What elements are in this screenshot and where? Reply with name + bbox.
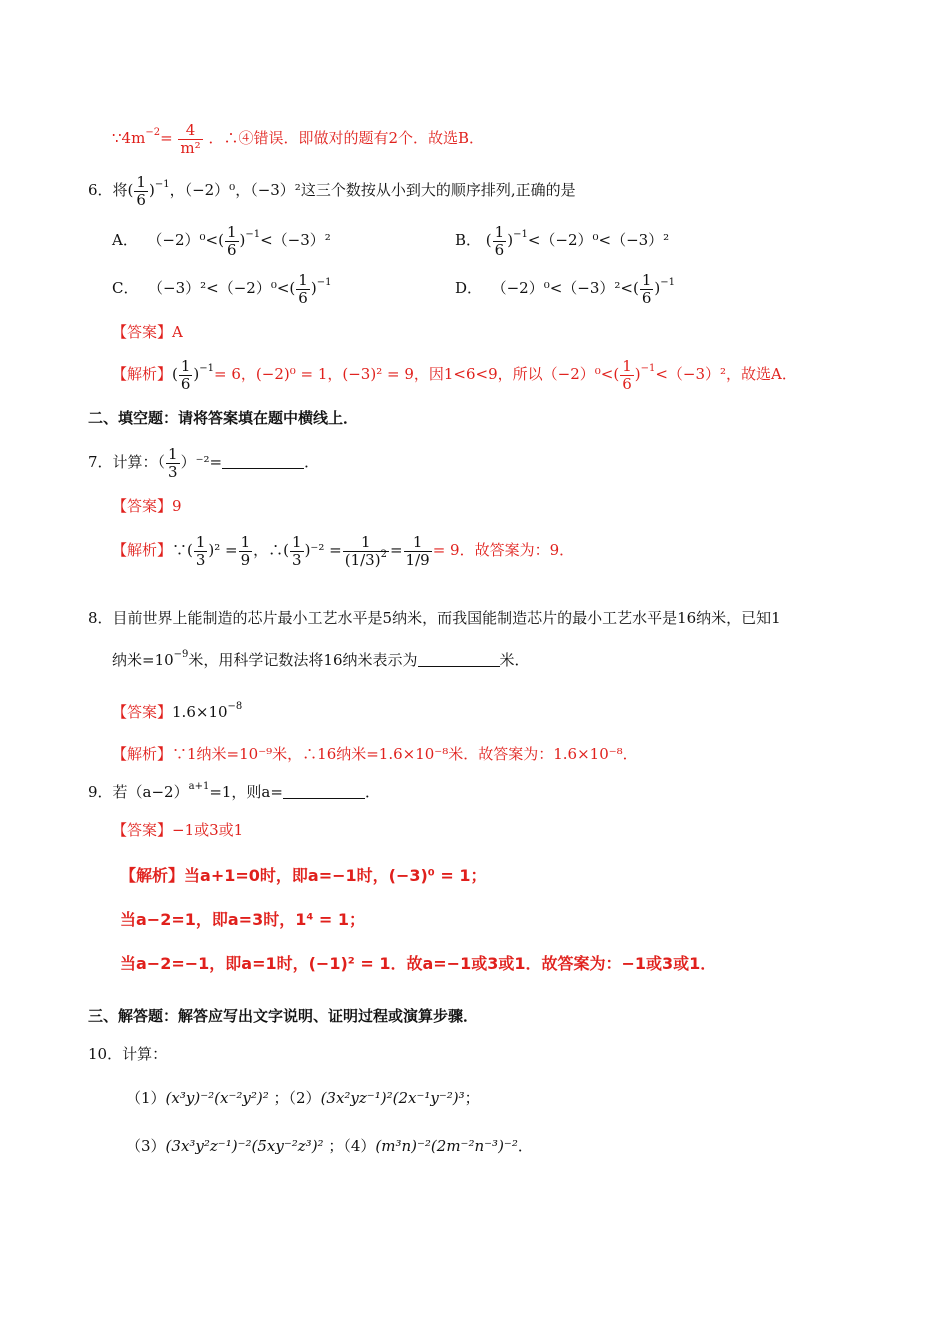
q9-stem-b: =1，则a= [209, 783, 283, 801]
therefore: ，∴( [253, 541, 290, 559]
frac-num: 1 [494, 222, 505, 241]
q7-stem-b: ）⁻²= [180, 453, 223, 471]
exp: −1 [245, 229, 261, 240]
part-label: （1） [126, 1089, 166, 1107]
frac-num: 1 [240, 532, 251, 551]
analysis-tag: 【解析】 [120, 866, 185, 885]
frac-num: 1 [350, 550, 361, 569]
frac-den: 6 [298, 288, 308, 307]
frac-den: 1/9 [405, 550, 430, 569]
option-frac [640, 272, 654, 307]
q9-stem [88, 782, 380, 802]
analysis-tag: 【解析】 [112, 541, 173, 559]
q10-stem: 10．计算： [88, 1045, 168, 1063]
expression: (3x²yz⁻¹)²(2x⁻¹y⁻²)³ [320, 1089, 465, 1107]
frac-num: 1 [622, 356, 632, 375]
frac-den: 6 [226, 240, 237, 259]
section-2-heading: 二、填空题：请将答案填在题中横线上． [88, 409, 359, 427]
frac-num: 1 [641, 270, 652, 289]
answer-blank[interactable] [418, 652, 500, 667]
q10-part-1-2 [126, 1088, 480, 1108]
q9-analysis-3: 当a−2=−1，即a=1时，(−1)² = 1．故a=−1或3或1．故答案为：−1或3或1． [120, 954, 717, 973]
q5-eq: = [160, 129, 173, 147]
option-post: <（−3）² [260, 231, 331, 249]
q6-answer [112, 322, 183, 342]
frac-den: 3 [168, 462, 178, 481]
answer-value: 1.6×10 [172, 703, 228, 721]
q7-stem-a: 7．计算：（ [88, 453, 166, 471]
frac-num: 1 [412, 532, 423, 551]
q7-frac [166, 446, 180, 481]
q8-analysis [112, 744, 638, 764]
option-frac [225, 224, 239, 259]
frac-num: 1 [195, 532, 206, 551]
frac [404, 534, 432, 569]
since-sign: ∵( [172, 541, 193, 559]
frac-den: 3 [292, 550, 302, 569]
q5-text: ．∴④错误．即做对的题有2个．故选B． [208, 129, 485, 147]
answer-tag: 【答案】 [112, 497, 173, 515]
option-pre: （−2）⁰<（−3）²< [491, 279, 633, 297]
q6-frac [134, 174, 148, 209]
exp: −8 [227, 701, 243, 712]
option-post: <（−2）⁰<（−3）² [527, 231, 670, 249]
q5-prefix: ∵4m [112, 129, 146, 147]
option-label: B． [455, 231, 482, 249]
q6-stem: 6．将( $\frac{1}{6}$ )$^{-1}$，（−2）⁰，（−3）²这三个数按从小到大的顺序排列,正确的是 [88, 172, 576, 209]
expression: (x³y)⁻²(x⁻²y²)² [165, 1089, 269, 1107]
q6-option-a: A． （−2）⁰<( $\frac{1}{6}$ )$^{-1}$<（−3）² [112, 222, 331, 259]
frac-num: 1 [136, 172, 146, 191]
exp: −1 [199, 363, 215, 374]
answer-value: −1或3或1 [172, 821, 244, 839]
frac-num: 1 [226, 222, 237, 241]
answer-value: 9 [172, 497, 182, 515]
frac-den: 3 [195, 550, 206, 569]
exp: −1 [660, 277, 675, 288]
eq: )² = [208, 541, 238, 559]
option-pre: （−2）⁰< [147, 231, 219, 249]
eq: = [389, 541, 403, 559]
option-label: C． [112, 279, 139, 297]
q8-text-b: 米，用科学记数法将16纳米表示为 [188, 651, 418, 669]
frac-num: 4 [185, 120, 196, 139]
q6-option-b: B． ( $\frac{1}{6}$ )$^{-1}$<（−2）⁰<（−3）² [455, 222, 670, 259]
eq: )⁻² = [304, 541, 342, 559]
q7-stem-c: ． [304, 453, 320, 471]
q10-part-3-4 [126, 1136, 533, 1156]
q6-option-c: C． （−3）²<（−2）⁰<( $\frac{1}{6}$ )$^{-1}$ [112, 270, 332, 307]
punct: ； [464, 1089, 480, 1107]
frac-den: 6 [136, 190, 146, 209]
q6-stem-a: 6．将 [88, 181, 128, 199]
frac-num: 1 [168, 444, 178, 463]
q8-answer [112, 702, 242, 722]
frac [239, 534, 253, 569]
q6-stem-b: ，（−2）⁰，（−3）²这三个数按从小到大的顺序排列,正确的是 [169, 181, 576, 199]
eq-result: = 9．故答案为：9． [432, 541, 575, 559]
frac-num: 1 [292, 532, 302, 551]
q8-line2 [112, 650, 530, 670]
exp: a+1 [188, 781, 210, 792]
frac-den: 3 [365, 550, 375, 569]
frac-den: 6 [641, 288, 652, 307]
exp: −1 [513, 229, 528, 240]
q9-stem-a: 9．若（a−2） [88, 783, 189, 801]
answer-tag: 【答案】 [112, 323, 173, 341]
analysis-tag: 【解析】 [112, 745, 173, 763]
q9-stem-c: ． [364, 783, 380, 801]
q6-analysis: 【解析】( $\frac{1}{6}$ )$^{-1}$= 6，(−2)⁰ = 1，(−3)² = 9，因1<6<9，所以（−2）⁰<( $\frac{1}{6}$ )$^{-1}$<（−3）²，故选A． [112, 356, 797, 393]
q8-line1: 8．目前世界上能制造的芯片最小工艺水平是5纳米，而我国能制造芯片的最小工艺水平是16纳米，已知1 [88, 609, 781, 627]
exp: −1 [154, 179, 170, 190]
frac [290, 534, 304, 569]
frac-den: m² [180, 138, 201, 157]
q8-text-a: 纳米=10 [112, 651, 174, 669]
answer-tag: 【答案】 [112, 703, 173, 721]
expression: (m³n)⁻²(2m⁻²n⁻³)⁻² [375, 1137, 518, 1155]
q5-fraction [178, 122, 202, 157]
analysis-tag: 【解析】 [112, 365, 173, 383]
q5-conclusion [112, 120, 484, 157]
analysis-text-b: <（−3）²，故选A． [655, 365, 797, 383]
part-label: ；（4） [328, 1137, 376, 1155]
analysis-frac [179, 358, 193, 393]
frac-den: 9 [240, 550, 251, 569]
frac [343, 534, 389, 569]
part-label: （3） [126, 1137, 166, 1155]
exp: −9 [173, 649, 189, 660]
expression: (3x³y²z⁻¹)⁻²(5xy⁻²z³)² [165, 1137, 324, 1155]
frac-num: 1 [180, 356, 191, 375]
part-label: ；（2） [273, 1089, 321, 1107]
frac-den: $(1/3)^2$ [344, 548, 387, 569]
option-frac [296, 272, 310, 307]
frac-num: 1 [298, 270, 308, 289]
q9-analysis-2: 当a−2=1，即a=3时，1⁴ = 1； [120, 910, 366, 929]
q7-analysis [112, 528, 574, 572]
frac-den: 6 [180, 374, 191, 393]
frac-den: 6 [622, 374, 632, 393]
exp: −1 [316, 277, 332, 288]
frac-den: 6 [494, 240, 505, 259]
analysis-text: 当a+1=0时，即a=−1时，(−3)⁰ = 1； [184, 866, 487, 885]
option-label: D． [455, 279, 483, 297]
punct: ． [517, 1137, 533, 1155]
analysis-frac [620, 358, 634, 393]
section-3-heading: 三、解答题：解答应写出文字说明、证明过程或演算步骤． [88, 1007, 479, 1025]
answer-blank[interactable] [222, 454, 304, 469]
frac-num: 1 [361, 532, 371, 551]
q7-stem [88, 444, 319, 481]
q5-exp: −2 [145, 127, 161, 138]
exp: 2 [380, 548, 387, 560]
option-pre: （−3）²<（−2）⁰< [148, 279, 290, 297]
q7-answer [112, 496, 182, 516]
analysis-text: ∵1纳米=10⁻⁹米，∴16纳米=1.6×10⁻⁸米．故答案为：1.6×10⁻⁸． [172, 745, 638, 763]
frac-num: 1 [405, 550, 416, 569]
frac-den: 9 [420, 550, 430, 569]
q8-text-c: 米． [499, 651, 530, 669]
analysis-text-a: = 6，(−2)⁰ = 1，(−3)² = 9，因1<6<9，所以（−2）⁰< [214, 365, 614, 383]
answer-blank[interactable] [283, 784, 365, 799]
option-frac [493, 224, 507, 259]
q6-option-d: D． （−2）⁰<（−3）²<( $\frac{1}{6}$ )$^{-1}$ [455, 270, 675, 307]
option-label: A． [112, 231, 138, 249]
frac [194, 534, 208, 569]
exp: −1 [640, 363, 656, 374]
q9-analysis-1 [120, 866, 487, 886]
answer-tag: 【答案】 [112, 821, 173, 839]
q9-answer [112, 820, 243, 840]
answer-value: A [172, 323, 183, 341]
